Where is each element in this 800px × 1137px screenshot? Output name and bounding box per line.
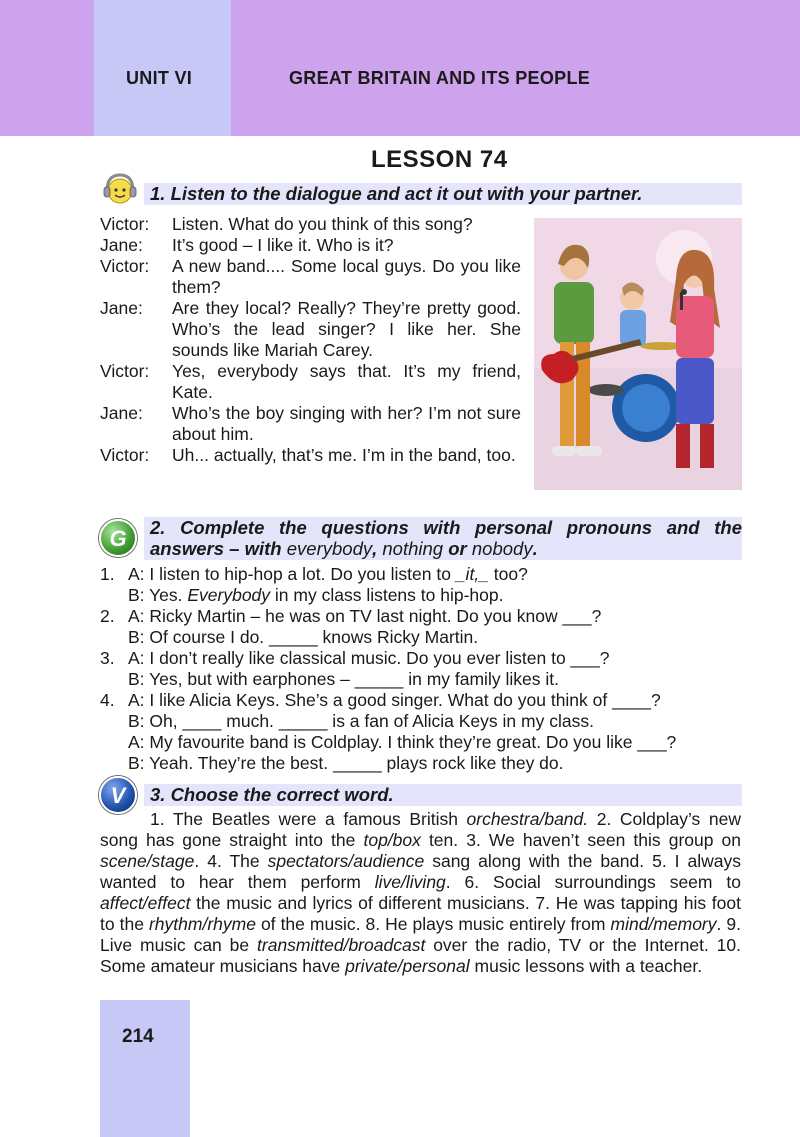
item-number: [100, 585, 128, 606]
dialogue-line: [100, 214, 521, 235]
grammar-g-icon: G: [99, 519, 137, 557]
sentence-text: B: Yes.: [128, 585, 188, 605]
sentence-text: over the radio, TV or the Internet. 10. Some amateur musicians have: [100, 935, 741, 976]
sentence-text: A: Ricky Martin – he was on TV last night. Do you know ___?: [128, 606, 602, 626]
dialogue-text: Who’s the boy singing with her? I’m not sure about him.: [172, 403, 521, 444]
exercise-sentence: [128, 711, 594, 732]
exercise-sentence: [128, 690, 661, 711]
exercise-sentence: [128, 648, 609, 669]
word-choice: orchestra/band.: [466, 809, 589, 829]
period: .: [532, 538, 538, 559]
sentence-text: B: Of course I do. _____ knows Ricky Martin.: [128, 627, 479, 647]
sentence-text: A: I like Alicia Keys. She’s a good singer. What do you think of ____?: [128, 690, 661, 710]
task3-title: 3. Choose the correct word.: [150, 784, 394, 805]
exercise-line: [100, 627, 750, 648]
exercise-line: [100, 648, 750, 669]
exercise2-list: [100, 564, 750, 774]
dialogue-text: Yes, everybody says that. It’s my friend, Kate.: [172, 361, 521, 402]
vocabulary-v-icon: V: [99, 776, 137, 814]
item-number: [100, 669, 128, 690]
word-choice: rhythm/rhyme: [148, 914, 256, 934]
sentence-text: music lessons with a teacher.: [469, 956, 703, 976]
sentence-text: B: Oh, ____ much. _____ is a fan of Alicia Keys in my class.: [128, 711, 594, 731]
sentence-text: A: I listen to hip-hop a lot. Do you listen to: [128, 564, 456, 584]
speaker-name: Jane:: [100, 403, 143, 423]
sentence-text: B: Yes, but with earphones – _____ in my family likes it.: [128, 669, 559, 689]
exercise-line: [100, 564, 750, 585]
page-number-tab: [100, 1000, 190, 1137]
exercise-line: [100, 669, 750, 690]
word-everybody: everybody: [286, 538, 373, 559]
dialogue-text: Uh... actually, that’s me. I’m in the band, too.: [172, 445, 516, 465]
exercise-line: [100, 585, 750, 606]
word-choice: live/living: [374, 872, 446, 892]
speaker-name: Jane:: [100, 235, 143, 255]
exercise-line: [100, 606, 750, 627]
word-choice: spectators/audience: [267, 851, 425, 871]
sentence-text: A: My favourite band is Coldplay. I think they’re great. Do you like ___?: [128, 732, 677, 752]
dialogue-text: It’s good – I like it. Who is it?: [172, 235, 394, 255]
exercise-sentence: [128, 564, 528, 585]
dialogue-line: [100, 403, 521, 445]
dialogue-line: [100, 235, 521, 256]
headphones-icon: [101, 170, 139, 208]
word-nobody: nobody: [471, 538, 533, 559]
word-nothing: nothing: [382, 538, 444, 559]
word-choice: mind/memory: [610, 914, 717, 934]
page-number: 214: [122, 1026, 154, 1047]
comma: ,: [372, 538, 378, 559]
item-number: [100, 711, 128, 732]
dialogue-line: [100, 361, 521, 403]
exercise-line: [100, 732, 750, 753]
sentence-text: 1. The Beatles were a famous British: [150, 809, 467, 829]
exercise-sentence: [128, 669, 559, 690]
exercise-line: [100, 753, 750, 774]
example-answer: Everybody: [187, 585, 271, 605]
task1-title: 1. Listen to the dialogue and act it out with your partner.: [150, 183, 643, 204]
item-number: 4.: [100, 690, 115, 710]
dialogue-line: [100, 445, 521, 466]
sentence-text: ten. 3. We haven’t seen this group on: [420, 830, 742, 850]
exercise-sentence: [128, 606, 601, 627]
sentence-text: the music and lyrics of different musicians. 7. He was tapping his foot to the: [100, 893, 741, 934]
speaker-name: Victor:: [100, 214, 150, 234]
word-choice: transmitted/broadcast: [257, 935, 426, 955]
word-choice: top/box: [363, 830, 421, 850]
sentence-text: sang along with the band. 5. I always wanted to hear them perform: [100, 851, 741, 892]
word-or: or: [443, 538, 472, 559]
sentence-text: of the music. 8. He plays music entirely from: [255, 914, 611, 934]
speaker-name: Victor:: [100, 445, 150, 465]
dialogue-text: A new band.... Some local guys. Do you like them?: [172, 256, 521, 297]
word-choice: private/personal: [345, 956, 470, 976]
sentence-text: . 6. Social surroundings seem to: [445, 872, 741, 892]
sentence-text: in my class listens to hip-hop.: [270, 585, 504, 605]
item-number: [100, 627, 128, 648]
exercise-line: [100, 690, 750, 711]
example-answer: _it,_: [455, 564, 489, 584]
unit-label: UNIT VI: [126, 68, 193, 88]
task2-title: [150, 517, 742, 559]
word-choice: scene/stage: [100, 851, 195, 871]
exercise-sentence: [128, 585, 503, 606]
sentence-text: 2. Coldplay’s new song has gone straight into the: [100, 809, 741, 850]
dialogue-line: [100, 298, 521, 361]
dialogue-text: Listen. What do you think of this song?: [172, 214, 473, 234]
sentence-text: . 9. Live music can be: [100, 914, 741, 955]
task2-title-text: 2. Complete the questions with personal pronouns and the answers – with: [150, 517, 742, 559]
item-number: 1.: [100, 564, 115, 584]
sentence-text: . 4. The: [194, 851, 268, 871]
exercise-sentence: [128, 732, 676, 753]
item-number: [100, 732, 128, 753]
sentence-text: too?: [488, 564, 528, 584]
exercise-sentence: [128, 753, 564, 774]
lesson-title: LESSON 74: [371, 146, 508, 173]
item-number: [100, 753, 128, 774]
word-choice: affect/effect: [100, 893, 191, 913]
dialogue-line: [100, 256, 521, 298]
sentence-text: B: Yeah. They’re the best. _____ plays rock like they do.: [128, 753, 564, 773]
sentence-text: A: I don’t really like classical music. Do you ever listen to ___?: [128, 648, 610, 668]
item-number: 2.: [100, 606, 115, 626]
exercise3-text: [100, 809, 741, 977]
dialogue-text: Are they local? Really? They’re pretty good. Who’s the lead singer? I like her. She sounds like Mariah Carey.: [172, 298, 521, 360]
unit-title: GREAT BRITAIN AND ITS PEOPLE: [289, 68, 591, 88]
exercise-line: [100, 711, 750, 732]
band-illustration: [534, 218, 742, 490]
speaker-name: Jane:: [100, 298, 143, 318]
exercise-sentence: [128, 627, 478, 648]
speaker-name: Victor:: [100, 256, 150, 276]
item-number: 3.: [100, 648, 115, 668]
speaker-name: Victor:: [100, 361, 150, 381]
dialogue: [100, 214, 521, 466]
